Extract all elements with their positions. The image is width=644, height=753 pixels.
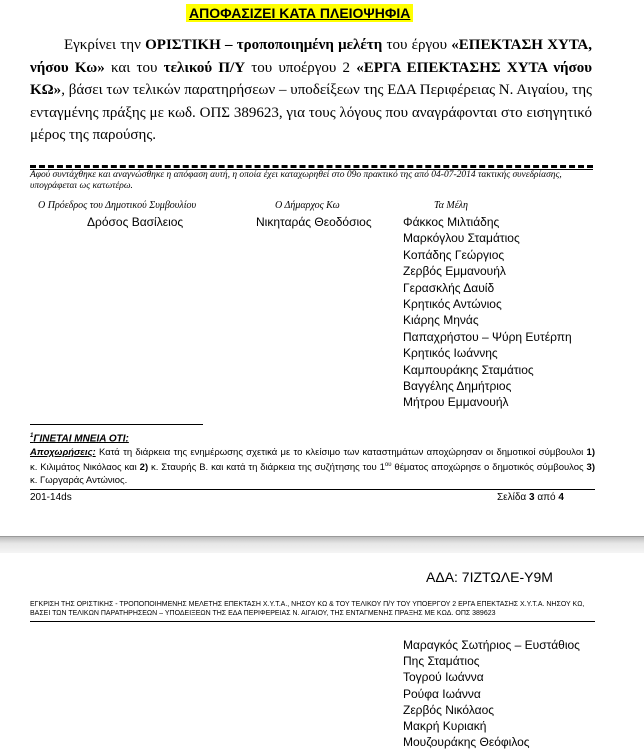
president-title: Ο Πρόεδρος του Δημοτικού Συμβουλίου [38,200,197,211]
member-name: Κρητικός Αντώνιος [403,297,502,312]
decision-paragraph: Εγκρίνει την ΟΡΙΣΤΙΚΗ – τροποποιημένη μελέτη του έργου «ΕΠΕΚΤΑΣΗ ΧΥΤΑ, νήσου Κω» και του τελικού Π/Υ του υποέργου 2 «ΕΡΓΑ ΕΠΕΚΤΑΣΗΣ ΧΥΤΑ νήσου ΚΩ», βάσει των τελικών παρατηρήσεων – υποδείξεων της ΕΔΑ Περιφέρειας Ν. Αιγαίου, της ενταγμένης πράξης με κωδ. ΟΠΣ 389623, για τους λόγους που αναγράφονται στο εισηγητικό μέρος της παρούσης. [30,37,592,144]
mneia-heading: $^1$ΓΙΝΕΤΑΙ ΜΝΕΙΑ ΟΤΙ: [30,433,129,445]
member-name: Ζερβός Εμμανουήλ [403,264,506,279]
page-number: Σελίδα 3 από 4 [497,492,564,503]
member-name: Καμπουράκης Σταμάτιος [403,362,534,377]
header-rule [30,621,595,622]
footnote-rule [30,424,203,425]
member-name: Κρητικός Ιωάννης [403,346,498,361]
member-name: Βαγγέλης Δημήτριος [403,379,512,394]
mayor-title: Ο Δήμαρχος Κω [275,200,340,211]
member-name: Πης Σταμάτιος [403,654,480,669]
member-name: Μακρή Κυριακή [403,719,487,734]
members-title: Τα Μέλη [434,200,468,211]
member-name: Κιάρης Μηνάς [403,313,479,328]
page-separator [0,536,644,553]
member-name: Ζερβός Νικόλαος [403,702,495,717]
document-code: 201-14ds [30,492,72,503]
page-running-header: ΕΓΚΡΙΣΗ ΤΗΣ ΟΡΙΣΤΙΚΗΣ - ΤΡΟΠΟΠΟΙΗΜΕΝΗΣ ΜΕΛΕΤΗΣ ΕΠΕΚΤΑΣΗ Χ.Υ.Τ.Α., ΝΗΣΟΥ ΚΩ & ΤΟΥ ΤΕΛΙΚΟΥ Π/Υ ΤΟΥ ΥΠΟΕΡΓΟΥ 2 ΕΡΓΑ ΕΠΕΚΤΑΣΗΣ Χ.Υ.Τ.Α. ΝΗΣΟΥ ΚΩ, ΒΑΣΕΙ ΤΩΝ ΤΕΛΙΚΩΝ ΠΑΡΑΤΗΡΗΣΕΩΝ – ΥΠΟΔΕΙΞΕΩΝ ΤΗΣ ΕΔΑ ΠΕΡΙΦΕΡΕΙΑΣ Ν. ΑΙΓΑΙΟΥ, ΤΗΣ ΕΝΤΑΓΜΕΝΗΣ ΠΡΑΞΗΣ ΜΕ ΚΩΔ. ΟΠΣ 389623 [30,601,585,617]
signing-note: Αφού συντάχθηκε και αναγνώσθηκε η απόφαση αυτή, η οποία έχει καταχωρηθεί στο 09ο πρακτικό της από 04-07-2014 τακτικής συνεδρίασης, υπογράφεται ως κατωτέρω. [30,170,562,191]
member-name: Μαραγκός Σωτήριος – Ευστάθιος [403,638,580,652]
member-name: Παπαχρήστου – Ψύρη Ευτέρπη [403,329,572,344]
member-name: Μήτρου Εμμανουήλ [403,395,509,410]
member-name: Γερασκλής Δαυίδ [403,280,495,295]
footer-rule [30,489,595,490]
dashed-divider [30,165,593,168]
members-list-continued [403,637,580,750]
ada-code: ΑΔΑ: 7ΙΖΤΩΛΕ-Υ9Μ [426,569,553,585]
member-name: Κοπάδης Γεώργιος [403,247,505,262]
member-name: Τογρού Ιωάννα [403,670,484,685]
president-name: Δρόσος Βασίλειος [87,215,184,229]
member-name: Ρούφα Ιωάννα [403,686,481,701]
absences-note: Αποχωρήσεις: Κατά τη διάρκεια της ενημέρωσης σχετικά με το κλείσιμο των καταστημάτων αποχώρησαν οι δημοτικοί σύμβουλοι 1) κ. Κιλιμάτος Νικόλαος και 2) κ. Σταυρής Β. και κατά τη διάρκεια της συζήτησης του $1^{o\upsilon}$ θέματος αποχώρησε ο δημοτικός σύμβουλος 3) κ. Γωργαράς Αντώνιος. [30,447,595,487]
member-name: Μουζουράκης Θεόφιλος [403,735,530,750]
members-list [403,214,572,411]
decision-heading: ΑΠΟΦΑΣΙΖΕΙ ΚΑΤΑ ΠΛΕΙΟΨΗΦΙΑ [186,4,413,22]
member-name: Φάκκος Μιλτιάδης [403,215,500,229]
mayor-name: Νικηταράς Θεοδόσιος [256,215,372,229]
member-name: Μαρκόγλου Σταμάτιος [403,231,520,246]
